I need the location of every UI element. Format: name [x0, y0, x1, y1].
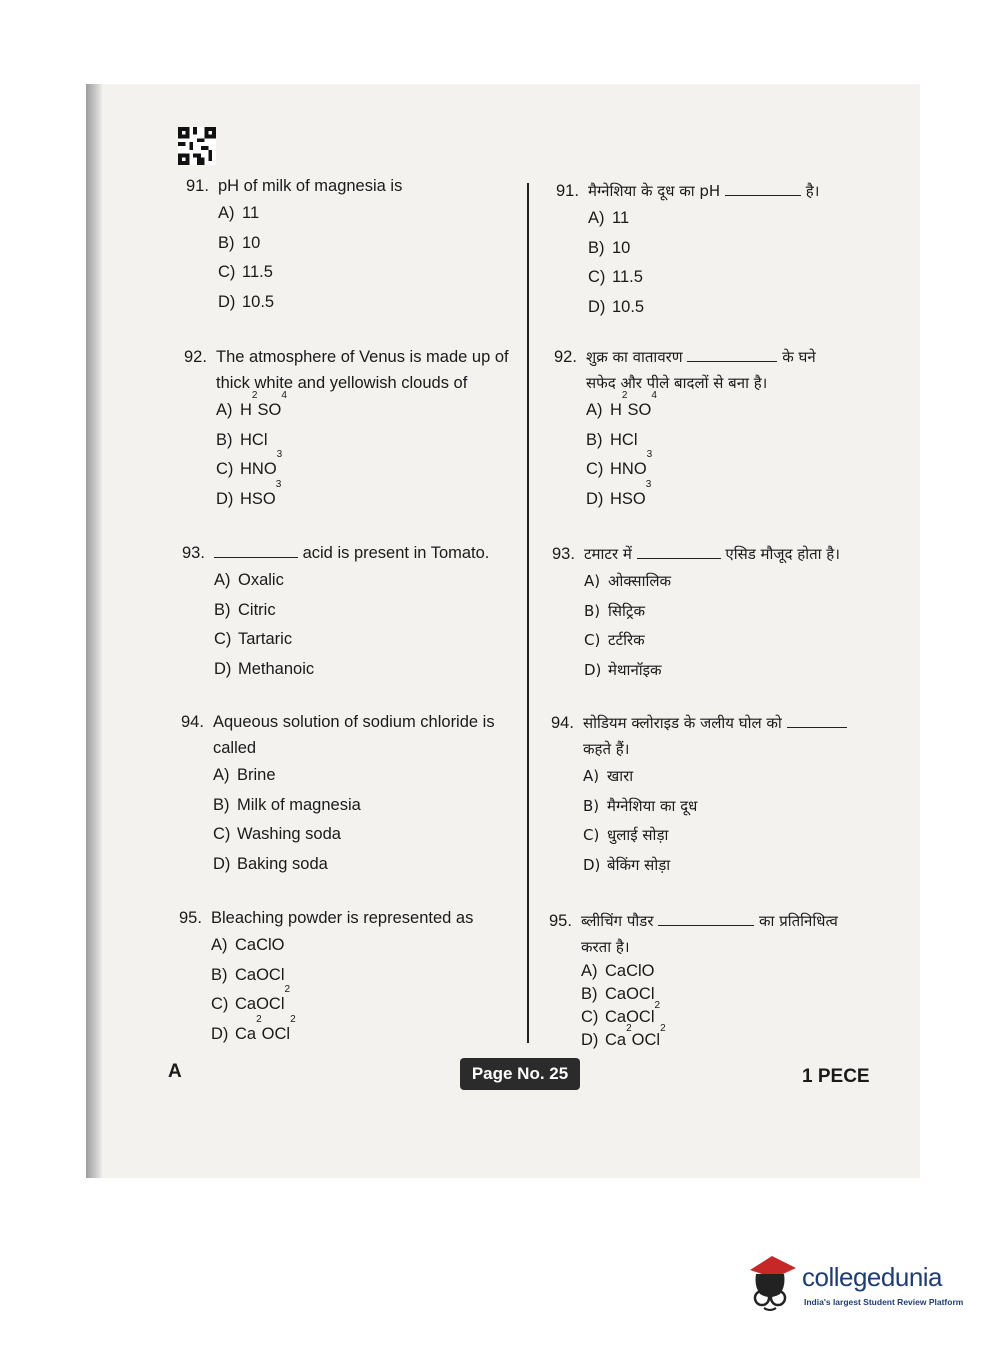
answer-blank [787, 713, 847, 728]
option-c[interactable]: C) CaOCl 2 [581, 1000, 661, 1026]
option-a[interactable]: A) 11 [588, 209, 630, 227]
question-number: 93. [182, 544, 205, 562]
option-a[interactable]: A) खारा [583, 767, 634, 785]
brand-tagline: India's largest Student Review Platform [804, 1297, 964, 1307]
option-a[interactable]: A) H 2 SO 4 [586, 390, 657, 419]
option-b[interactable]: B) HCl [586, 430, 638, 449]
option-c[interactable]: C) HNO 3 [586, 449, 653, 478]
question-number: 91. [186, 177, 209, 195]
option-b[interactable]: B) मैग्नेशिया का दूध [583, 796, 698, 815]
option-a[interactable]: A) Brine [213, 766, 276, 784]
answer-blank [658, 911, 754, 926]
question-92-en [184, 344, 514, 514]
option-c[interactable]: C) HNO 3 [216, 449, 283, 478]
question-number: 92. [184, 348, 207, 366]
option-d[interactable]: D) बेकिंग सोड़ा [583, 855, 671, 874]
question-text: pH of milk of magnesia is [218, 177, 403, 195]
question-number: 91. [556, 182, 579, 200]
option-d[interactable]: D) Ca 2 OCl 2 [581, 1023, 666, 1049]
option-d[interactable]: D) 10.5 [218, 292, 275, 311]
option-c[interactable]: C) Washing soda [213, 825, 341, 843]
page-number-badge: Page No. 25 [460, 1058, 580, 1090]
option-b[interactable]: B) Citric [214, 600, 276, 619]
option-b[interactable]: B) Milk of magnesia [213, 795, 361, 814]
option-d[interactable]: D) Methanoic [214, 659, 315, 678]
answer-blank [725, 181, 801, 196]
option-b[interactable]: B) HCl [216, 430, 268, 449]
column-divider [527, 183, 529, 1043]
option-a[interactable]: A) ओक्सालिक [584, 572, 672, 590]
question-text: मैग्नेशिया के दूध का pH है। [588, 182, 820, 200]
qr-code-icon [178, 127, 216, 165]
option-d[interactable]: D) HSO 3 [586, 478, 652, 508]
option-a[interactable]: A) CaClO [211, 936, 285, 954]
option-b[interactable]: B) CaOCl [211, 965, 285, 984]
option-b[interactable]: B) CaOCl [581, 985, 655, 1003]
question-text: ब्लीचिंग पौडर का प्रतिनिधित्व [581, 912, 838, 930]
question-94-hi [551, 710, 871, 880]
option-a[interactable]: A) CaClO [581, 962, 655, 980]
answer-blank [687, 347, 777, 362]
option-c[interactable]: C) 11.5 [588, 268, 643, 286]
option-b[interactable]: B) 10 [588, 238, 631, 257]
question-text-line-2: करता है। [581, 938, 630, 956]
question-93-hi [552, 541, 862, 685]
question-number: 93. [552, 545, 575, 563]
question-number: 95. [179, 909, 202, 927]
option-d[interactable]: D) HSO 3 [216, 478, 282, 508]
answer-blank [637, 544, 721, 559]
question-93-en [182, 540, 512, 684]
collegedunia-logo [744, 1250, 974, 1314]
question-text-line-2: सफेद और पीले बादलों से बना है। [586, 374, 768, 392]
option-d[interactable]: D) मेथानॉइक [584, 660, 662, 679]
option-c[interactable]: C) 11.5 [218, 263, 273, 281]
question-94-en [181, 709, 511, 879]
option-b[interactable]: B) 10 [218, 233, 261, 252]
option-d[interactable]: D) Baking soda [213, 854, 328, 873]
question-95-en [179, 905, 509, 1049]
question-text: acid is present in Tomato. [214, 540, 489, 566]
question-92-hi [554, 344, 864, 514]
question-number: 92. [554, 348, 577, 366]
question-text: Bleaching powder is represented as [211, 909, 474, 927]
question-text: सोडियम क्लोराइड के जलीय घोल को [583, 710, 847, 736]
question-91-hi [556, 178, 866, 322]
option-a[interactable]: A) Oxalic [214, 571, 284, 589]
mascot-icon [744, 1250, 800, 1314]
option-a[interactable]: A) H 2 SO 4 [216, 390, 287, 419]
question-text: The atmosphere of Venus is made up of thick white and yellowish clouds of [216, 348, 509, 392]
question-91-en [186, 173, 516, 317]
answer-blank [214, 543, 298, 558]
option-b[interactable]: B) सिट्रिक [584, 601, 645, 620]
option-c[interactable]: C) Tartaric [214, 630, 293, 648]
question-text-line-2: कहते हैं। [583, 740, 630, 758]
scan-edge-shadow [86, 84, 102, 1178]
option-c[interactable]: C) टर्टरिक [584, 631, 645, 649]
option-c[interactable]: C) CaOCl 2 [211, 984, 291, 1013]
paper-code: 1 PECE [802, 1066, 870, 1087]
option-d[interactable]: D) 10.5 [588, 297, 645, 316]
option-c[interactable]: C) धुलाई सोड़ा [583, 826, 669, 844]
question-95-hi [549, 908, 869, 1052]
question-number: 95. [549, 912, 572, 930]
option-d[interactable]: D) Ca 2 OCl 2 [211, 1013, 296, 1043]
question-number: 94. [181, 713, 204, 731]
set-code: A [168, 1061, 182, 1082]
question-number: 94. [551, 714, 574, 732]
question-text: Aqueous solution of sodium chloride is called [213, 713, 495, 757]
question-text: शुक्र का वातावरण के घने [586, 348, 816, 366]
brand-name: collegedunia [802, 1262, 943, 1292]
option-a[interactable]: A) 11 [218, 204, 260, 222]
question-text: टमाटर में एसिड मौजूद होता है। [584, 545, 840, 563]
